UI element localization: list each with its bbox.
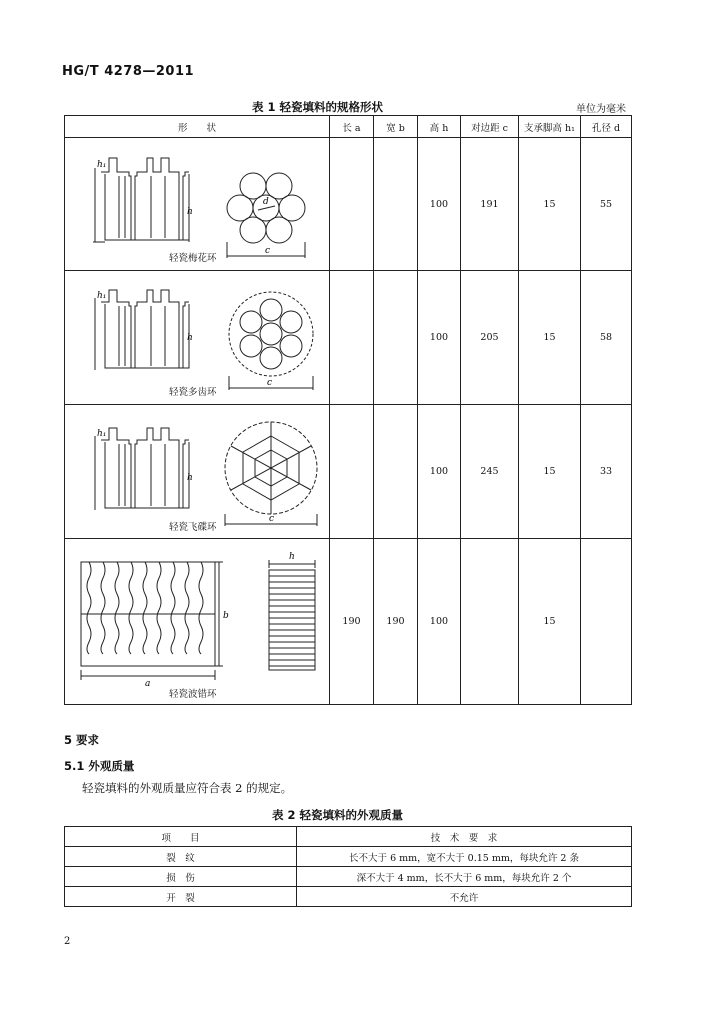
label-b: b <box>223 610 229 621</box>
table-row <box>65 405 632 539</box>
cell-requirement: 深不大于 4 mm，长不大于 6 mm，每块允许 2 个 <box>297 867 632 887</box>
table-row <box>65 847 632 867</box>
col-requirement: 技 术 要 求 <box>297 827 632 847</box>
cell-requirement: 不允许 <box>297 887 632 907</box>
table-header-row <box>65 827 632 847</box>
tooth-ring-drawing <box>65 272 329 404</box>
cell-h1: 15 <box>519 405 581 539</box>
label-h: h <box>187 207 193 217</box>
table-row <box>65 138 632 271</box>
cell-b <box>374 138 418 271</box>
table-row <box>65 867 632 887</box>
label-h1: h₁ <box>97 160 107 170</box>
cell-item: 开 裂 <box>65 887 297 907</box>
section-5-title: 5 要求 <box>64 733 100 747</box>
cell-h: 100 <box>418 539 461 705</box>
spec-table <box>64 115 632 705</box>
label-c: c <box>269 513 275 524</box>
cell-a <box>330 405 374 539</box>
col-shape: 形 状 <box>65 116 330 138</box>
table2-caption: 表 2 轻瓷填料的外观质量 <box>272 808 404 822</box>
table1-caption: 表 1 轻瓷填料的规格形状 <box>252 100 384 114</box>
label-c: c <box>267 377 273 388</box>
cell-h1: 15 <box>519 271 581 405</box>
label-c: c <box>265 246 271 256</box>
col-hole-diameter: 孔径 d <box>581 116 632 138</box>
cell-h: 100 <box>418 271 461 405</box>
col-height: 高 h <box>418 116 461 138</box>
section-5-1-text: 轻瓷填料的外观质量应符合表 2 的规定。 <box>82 781 293 795</box>
section-5-1-title: 5.1 外观质量 <box>64 759 135 773</box>
cell-requirement: 长不大于 6 mm，宽不大于 0.15 mm，每块允许 2 条 <box>297 847 632 867</box>
cell-d: 58 <box>581 271 632 405</box>
label-h: h <box>187 472 193 483</box>
table-row <box>65 887 632 907</box>
cell-a <box>330 138 374 271</box>
saucer-ring-drawing <box>65 406 329 538</box>
label-a: a <box>145 678 151 689</box>
col-across-flats: 对边距 c <box>461 116 519 138</box>
document-code: HG/T 4278—2011 <box>62 64 195 79</box>
col-length: 长 a <box>330 116 374 138</box>
table-row <box>65 271 632 405</box>
cell-a <box>330 271 374 405</box>
appearance-table <box>64 826 632 907</box>
col-foot-height: 支承脚高 h₁ <box>519 116 581 138</box>
label-h1: h₁ <box>97 428 107 439</box>
shape-name: 轻瓷梅花环 <box>169 253 217 264</box>
cell-d <box>581 539 632 705</box>
table-header-row <box>65 116 632 138</box>
label-h: h <box>187 332 193 343</box>
cell-d: 33 <box>581 405 632 539</box>
cell-b <box>374 271 418 405</box>
label-d: d <box>263 197 269 207</box>
label-h: h <box>289 551 295 562</box>
cell-item: 裂 纹 <box>65 847 297 867</box>
cell-d: 55 <box>581 138 632 271</box>
shape-name: 轻瓷多齿环 <box>169 386 217 398</box>
cell-item: 损 伤 <box>65 867 297 887</box>
label-h1: h₁ <box>97 290 107 301</box>
cell-h: 100 <box>418 405 461 539</box>
cell-b: 190 <box>374 539 418 705</box>
shape-name: 轻瓷波错环 <box>169 688 217 700</box>
cell-c <box>461 539 519 705</box>
cell-c: 245 <box>461 405 519 539</box>
corrugated-ring-drawing <box>65 540 329 704</box>
cell-b <box>374 405 418 539</box>
cell-c: 205 <box>461 271 519 405</box>
col-item: 项 目 <box>65 827 297 847</box>
page-number: 2 <box>64 936 71 947</box>
cell-h: 100 <box>418 138 461 271</box>
cell-h1: 15 <box>519 138 581 271</box>
col-width: 宽 b <box>374 116 418 138</box>
plum-ring-drawing <box>65 138 329 270</box>
table1-unit: 单位为毫米 <box>576 104 626 115</box>
table-row <box>65 539 632 705</box>
cell-c: 191 <box>461 138 519 271</box>
cell-h1: 15 <box>519 539 581 705</box>
shape-name: 轻瓷飞碟环 <box>169 521 217 533</box>
cell-a: 190 <box>330 539 374 705</box>
